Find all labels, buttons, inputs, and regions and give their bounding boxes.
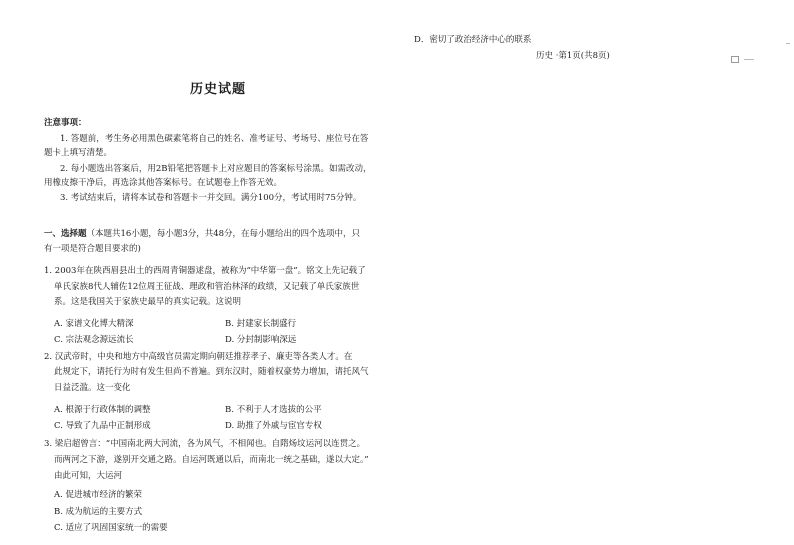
note-1-line-1: 1. 答题前，考生务必用黑色碳素笔将自己的姓名、准考证号、考场号、座位号在答 — [60, 134, 369, 144]
q1-option-d: D. 分封制影响深远 — [225, 335, 297, 345]
q3-stem-line-3: 由此可知，大运河 — [54, 471, 123, 481]
q2-option-c: C. 导致了九品中正制形成 — [54, 421, 151, 431]
q2-stem-line-2: 此规定下，请托行为时有发生但尚不普遍。到东汉时，随着权豪势力增加，请托风气 — [54, 367, 369, 377]
q3-stem-line-1: 3. 梁启超曾言：“中国南北两大河流，各为风气，不相闻也。自隋炀坟运河以连贯之。 — [44, 439, 366, 449]
q1-stem-line-3: 系。这是我国关于家族史最早的真实记载。这说明 — [54, 297, 242, 307]
q2-option-d: D. 助推了外戚与宦官专权 — [225, 421, 322, 431]
q1-stem-line-1: 1. 2003年在陕西眉县出土的西周青铜器逑盘，被称为“中华第一盘”。铭文上先记载了 — [44, 266, 366, 276]
q3-option-a: A. 促进城市经济的繁荣 — [54, 490, 143, 500]
section-header — [44, 230, 360, 239]
page-title: 历史试题 — [190, 82, 247, 97]
note-1-line-2: 题卡上填写清楚。 — [44, 148, 113, 158]
q3-stem-line-2: 而两河之下游，遂别开交通之路。自运河既通以后，而南北一统之基础，遂以大定。” — [54, 455, 369, 465]
corner-mark-icon — [731, 56, 739, 63]
section-desc-line-1: （本题共16小题，每小题3分，共48分，在每小题给出的四个选项中，只 — [86, 229, 361, 239]
note-2-line-2: 用橡皮擦干净后，再选涂其他答案标号。在试题卷上作答无效。 — [44, 178, 283, 188]
q2-stem-line-1: 2. 汉武帝时，中央和地方中高级官员需定期向朝廷推荐孝子、廉吏等各类人才。在 — [44, 352, 353, 362]
q1-stem-line-2: 单氏家族8代人辅佐12位周王征战、理政和管治林泽的政绩，又记载了单氏家族世 — [54, 282, 360, 292]
q3-option-c: C. 适应了巩固国家统一的需要 — [54, 523, 168, 533]
section-desc-line-2: 有一项是符合题目要求的) — [44, 244, 141, 254]
note-3: 3. 考试结束后，请将本试卷和答题卡一并交回。满分100分，考试用时75分钟。 — [60, 193, 362, 203]
q1-option-c: C. 宗法观念源远流长 — [54, 335, 134, 345]
q3-option-b: B. 成为航运的主要方式 — [54, 507, 143, 517]
q2-option-a: A. 根源于行政体制的调整 — [54, 405, 151, 415]
dash-mark-icon — [786, 43, 790, 44]
q2-stem-line-3: 日益泛滥。这一变化 — [54, 383, 131, 393]
q1-option-b: B. 封建家长制盛行 — [225, 319, 297, 329]
notes-heading: 注意事项： — [44, 118, 87, 128]
option-d-previous: D．密切了政治经济中心的联系 — [414, 35, 532, 45]
q2-option-b: B. 不利于人才选拔的公平 — [225, 405, 322, 415]
section-heading: 一、选择题 — [44, 229, 87, 239]
dash-mark-icon — [744, 59, 754, 60]
page-footer: 历史 ·第1页(共8页) — [536, 51, 610, 61]
note-2-line-1: 2. 每小题选出答案后，用2B铅笔把答题卡上对应题目的答案标号涂黑。如需改动， — [60, 164, 372, 174]
q1-option-a: A. 家谱文化博大精深 — [54, 319, 134, 329]
